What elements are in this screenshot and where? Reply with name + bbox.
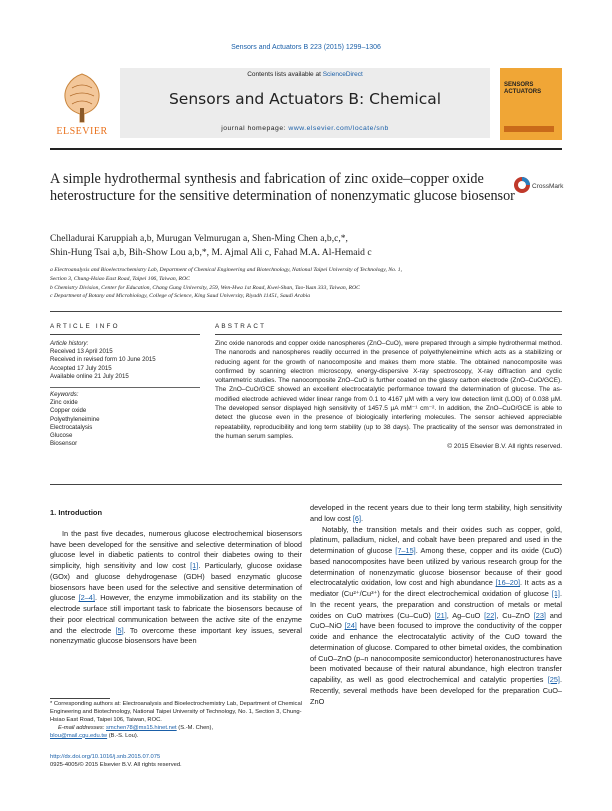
affiliation-line: Section 3, Chung-Hsiao East Road, Taipei 106, Taiwan, ROC: [50, 275, 190, 282]
cover-title-line1: SENSORS: [504, 82, 534, 88]
citation-link[interactable]: [21]: [434, 610, 447, 620]
citation-link[interactable]: [25]: [547, 675, 560, 684]
authors-line2: Shin-Hung Tsai a,b, Bih-Show Lou a,b,*, M. Ajmal Ali c, Fahad M.A. Al-Hemaid c: [50, 247, 372, 258]
crossmark-icon: [513, 176, 565, 194]
keyword-item: Polyethyleneimine: [50, 415, 100, 423]
email-suffix: (S.-M. Chen),: [176, 724, 214, 731]
crossmark-badge[interactable]: [513, 176, 565, 194]
keywords-label: Keywords:: [50, 391, 79, 399]
rights-statement: 0925-4005/© 2015 Elsevier B.V. All rights reserved.: [50, 761, 182, 768]
article-info-heading: ARTICLE INFO: [50, 323, 120, 330]
author-list: [50, 232, 562, 260]
cover-title-line2: ACTUATORS: [504, 89, 542, 95]
homepage-prefix: journal homepage:: [221, 125, 289, 132]
journal-reference[interactable]: Sensors and Actuators B 223 (2015) 1299–1306: [231, 44, 381, 51]
citation-link[interactable]: [7–15]: [395, 546, 416, 555]
corresponding-note: * Corresponding authors at: Electroanalysis and Bioelectrochemistry Lab, Department of Chemical Engineering and Biotechnology, National Taipei University of Technology, No. 1, Section 3, Chung-Hsiao East Road, Taipei 106, Taiwan, ROC.: [50, 701, 302, 723]
affiliation-divider: [50, 311, 562, 312]
contents-line: [120, 71, 490, 78]
body-text: .: [361, 513, 364, 523]
history-label: Article history:: [50, 340, 89, 347]
publisher-name: ELSEVIER: [56, 126, 108, 137]
citation-link[interactable]: [24]: [344, 621, 357, 631]
body-text: . However, the enzyme immobilization and its stability on the electrode surface still important task to fabricate the biosensors because of their poor electrical communication between the active site of the enzyme and the electrode: [50, 593, 302, 635]
journal-header: [50, 68, 562, 142]
email-line: [50, 733, 302, 741]
keyword-item: Electrocatalysis: [50, 423, 93, 431]
keyword-item: Zinc oxide: [50, 399, 78, 407]
abstract: [215, 339, 562, 452]
citation-link[interactable]: [16–20]: [495, 578, 520, 588]
authors-line1: Chelladurai Karuppiah a,b, Murugan Velmurugan a, Shen-Ming Chen a,b,c,*,: [50, 233, 348, 244]
history-item: Received 13 April 2015: [50, 348, 113, 356]
continued-paragraph: [310, 503, 562, 525]
history-item: Available online 21 July 2015: [50, 372, 129, 380]
abstract-text: Zinc oxide nanorods and copper oxide nanospheres (ZnO–CuO), were prepared through a simple hydrothermal method. The nanorods and nanospheres readily occurred in the presence of polyethyleneimine which acts as a stabilizing or reducing agent for the growth of nanocomposite and makes them more stable. The obtained nanocomposite was confirmed by scanning electron microscopy, energy-dispersive X-ray spectroscopy, X-ray diffraction and cyclic voltammetric studies. The nanocomposite ZnO–CuO is further coated on the glassy carbon electrode (ZnO–CuO/GCE). The ZnO–CuO/GCE showed an excellent electrocatalytic performance toward the determination of glucose. The as-modified electrode achieved wider linear range from 0.1 to 4167 µM with a very low detection limit (LOD) of 0.038 µM. The developed sensor displayed high sensitivity of 1457.5 µA mM⁻¹ cm⁻². In addition, the ZnO–CuO/GCE is able to detect the glucose even in the presence of biologically interfering molecules. The sensor achieved appreciable repeatability, reproducibility and long term stability (up to 38 days). The practicality of the sensor was demonstrated in the human serum samples.: [215, 340, 562, 440]
citation-link[interactable]: [2–4]: [78, 593, 95, 603]
citation-link[interactable]: [23]: [533, 610, 546, 620]
keyword-item: Glucose: [50, 432, 73, 440]
citation-link[interactable]: [1]: [190, 561, 199, 570]
citation-link[interactable]: [6]: [352, 513, 362, 523]
journal-title: Sensors and Actuators B: Chemical: [168, 90, 442, 108]
intro-paragraph: [50, 529, 302, 647]
affiliations: [50, 266, 562, 301]
header-divider: [50, 148, 562, 150]
affiliation-line: a Electroanalysis and Bioelectrochemistry Lab, Department of Chemical Engineering and Biotechnology, National Taipei University of Technology, No. 1,: [50, 267, 403, 273]
journal-cover-thumbnail: [500, 68, 562, 140]
section-heading-introduction: 1. Introduction: [50, 508, 103, 517]
body-paragraph: [310, 525, 562, 708]
abstract-heading: ABSTRACT: [215, 323, 267, 330]
body-text: . To overcome these important key issues, several nonenzymatic glucose biosensors have been: [50, 625, 302, 646]
homepage-link[interactable]: www.elsevier.com/locate/snb: [288, 125, 389, 132]
history-item: Accepted 17 July 2015: [50, 364, 112, 372]
contents-prefix: Contents lists available at: [247, 71, 323, 78]
body-text: and CuO–NiO: [310, 610, 562, 631]
journal-banner: [120, 68, 490, 138]
elsevier-tree-icon: [50, 68, 114, 140]
cover-strip: [504, 126, 554, 132]
affiliation-line: c Department of Botany and Microbiology, College of Science, King Saud University, Riyadh 11451, Saudi Arabia: [50, 293, 311, 300]
journal-homepage: [120, 125, 490, 132]
body-text: . It acts as a mediator (Cu²⁺/Cu³⁺) for the direct electrochemical oxidation of glucose: [310, 578, 563, 598]
body-text: In the past five decades, numerous glucose electrochemical biosensors have been developed for the sensitive and selective determination of blood glucose level in diabetic patients to control their diabetes owing to their simplicity, high sensitivity and low cost: [50, 528, 302, 570]
keyword-item: Copper oxide: [50, 407, 87, 415]
body-text: have been focused to improve the conductivity of the copper oxide and enhance the electrocatalytic activity of the CuO toward the determination of glucose. Compared to other bimetal oxides, the combination of CuO–ZnO (p–n nanocomposite semiconductor) heteronanostructures have been motivated because of their natural abundance, high electron transfer capability, as well as good electrochemical and catalytic properties: [310, 621, 562, 684]
cover-title: [504, 82, 541, 96]
body-left-column: [50, 508, 302, 647]
email-link[interactable]: smchen78@ms15.hinet.net: [106, 724, 177, 731]
doi-link[interactable]: http://dx.doi.org/10.1016/j.snb.2015.07.075: [50, 754, 161, 760]
email-link[interactable]: blou@mail.cgu.edu.tw: [50, 732, 108, 739]
article-info: [50, 340, 200, 448]
elsevier-logo: [50, 68, 114, 140]
corresponding-author-footnote: [50, 701, 302, 741]
abstract-rule: [215, 334, 562, 335]
keyword-item: Biosensor: [50, 440, 78, 448]
body-text: . Among these, copper and its oxide (CuO) based nanocomposites have been utilized by various research group for the determination of nonenzymatic glucose biosensor because of their good electrocatalytic oxidation, low cost and high abundance: [310, 546, 562, 588]
body-text: Notably, the transition metals and their oxides such as copper, gold, platinum, palladium, nickel, and cobalt have been prepared and used in the determination of glucose: [310, 524, 562, 555]
citation-link[interactable]: [5]: [115, 625, 124, 635]
body-text: . In the recent years, the preparation and construction of metals or metal oxides on CuO matrixes (Cu–CuO): [310, 589, 562, 620]
abstract-copyright: © 2015 Elsevier B.V. All rights reserved.: [447, 443, 562, 451]
citation-link[interactable]: [1]: [551, 589, 560, 598]
body-text: . Particularly, glucose oxidase (GOx) and glucose dehydrogenase (GDH) based enzymatic glucose biosensors have been used for the selective and sensitive determination of glucose: [50, 561, 302, 603]
citation-link[interactable]: [22]: [484, 610, 497, 620]
crossmark-label: CrossMark: [532, 183, 564, 190]
abstract-divider: [50, 484, 562, 485]
body-text: , Cu–ZnO: [496, 610, 534, 620]
body-text: , Ag–CuO: [446, 610, 485, 620]
keywords-divider: [50, 387, 200, 388]
body-right-column: [310, 503, 562, 707]
sciencedirect-link[interactable]: ScienceDirect: [322, 71, 363, 78]
footnote-divider: [50, 698, 110, 699]
doi-block: [50, 754, 302, 770]
article-title: A simple hydrothermal synthesis and fabrication of zinc oxide–copper oxide heterostructure for the sensitive determination of nonenzymatic glucose biosensor: [50, 171, 515, 204]
email-suffix: (B.-S. Lou).: [107, 732, 139, 739]
body-text: . Recently, several methods have been developed for the preparation CuO–ZnO: [310, 675, 562, 706]
history-item: Received in revised form 10 June 2015: [50, 356, 156, 364]
article-info-rule: [50, 334, 200, 335]
body-text: developed in the recent years due to their long term stability, high sensitivity and low cost: [310, 503, 562, 523]
affiliation-line: b Chemistry Division, Center for Education, Chang Gung University, 259, Wen-Hwa 1st Road, Kwei-Shan, Tao-Yuan 333, Taiwan, ROC: [50, 284, 360, 291]
email-line: [50, 725, 302, 733]
email-label: E-mail addresses:: [58, 724, 107, 731]
